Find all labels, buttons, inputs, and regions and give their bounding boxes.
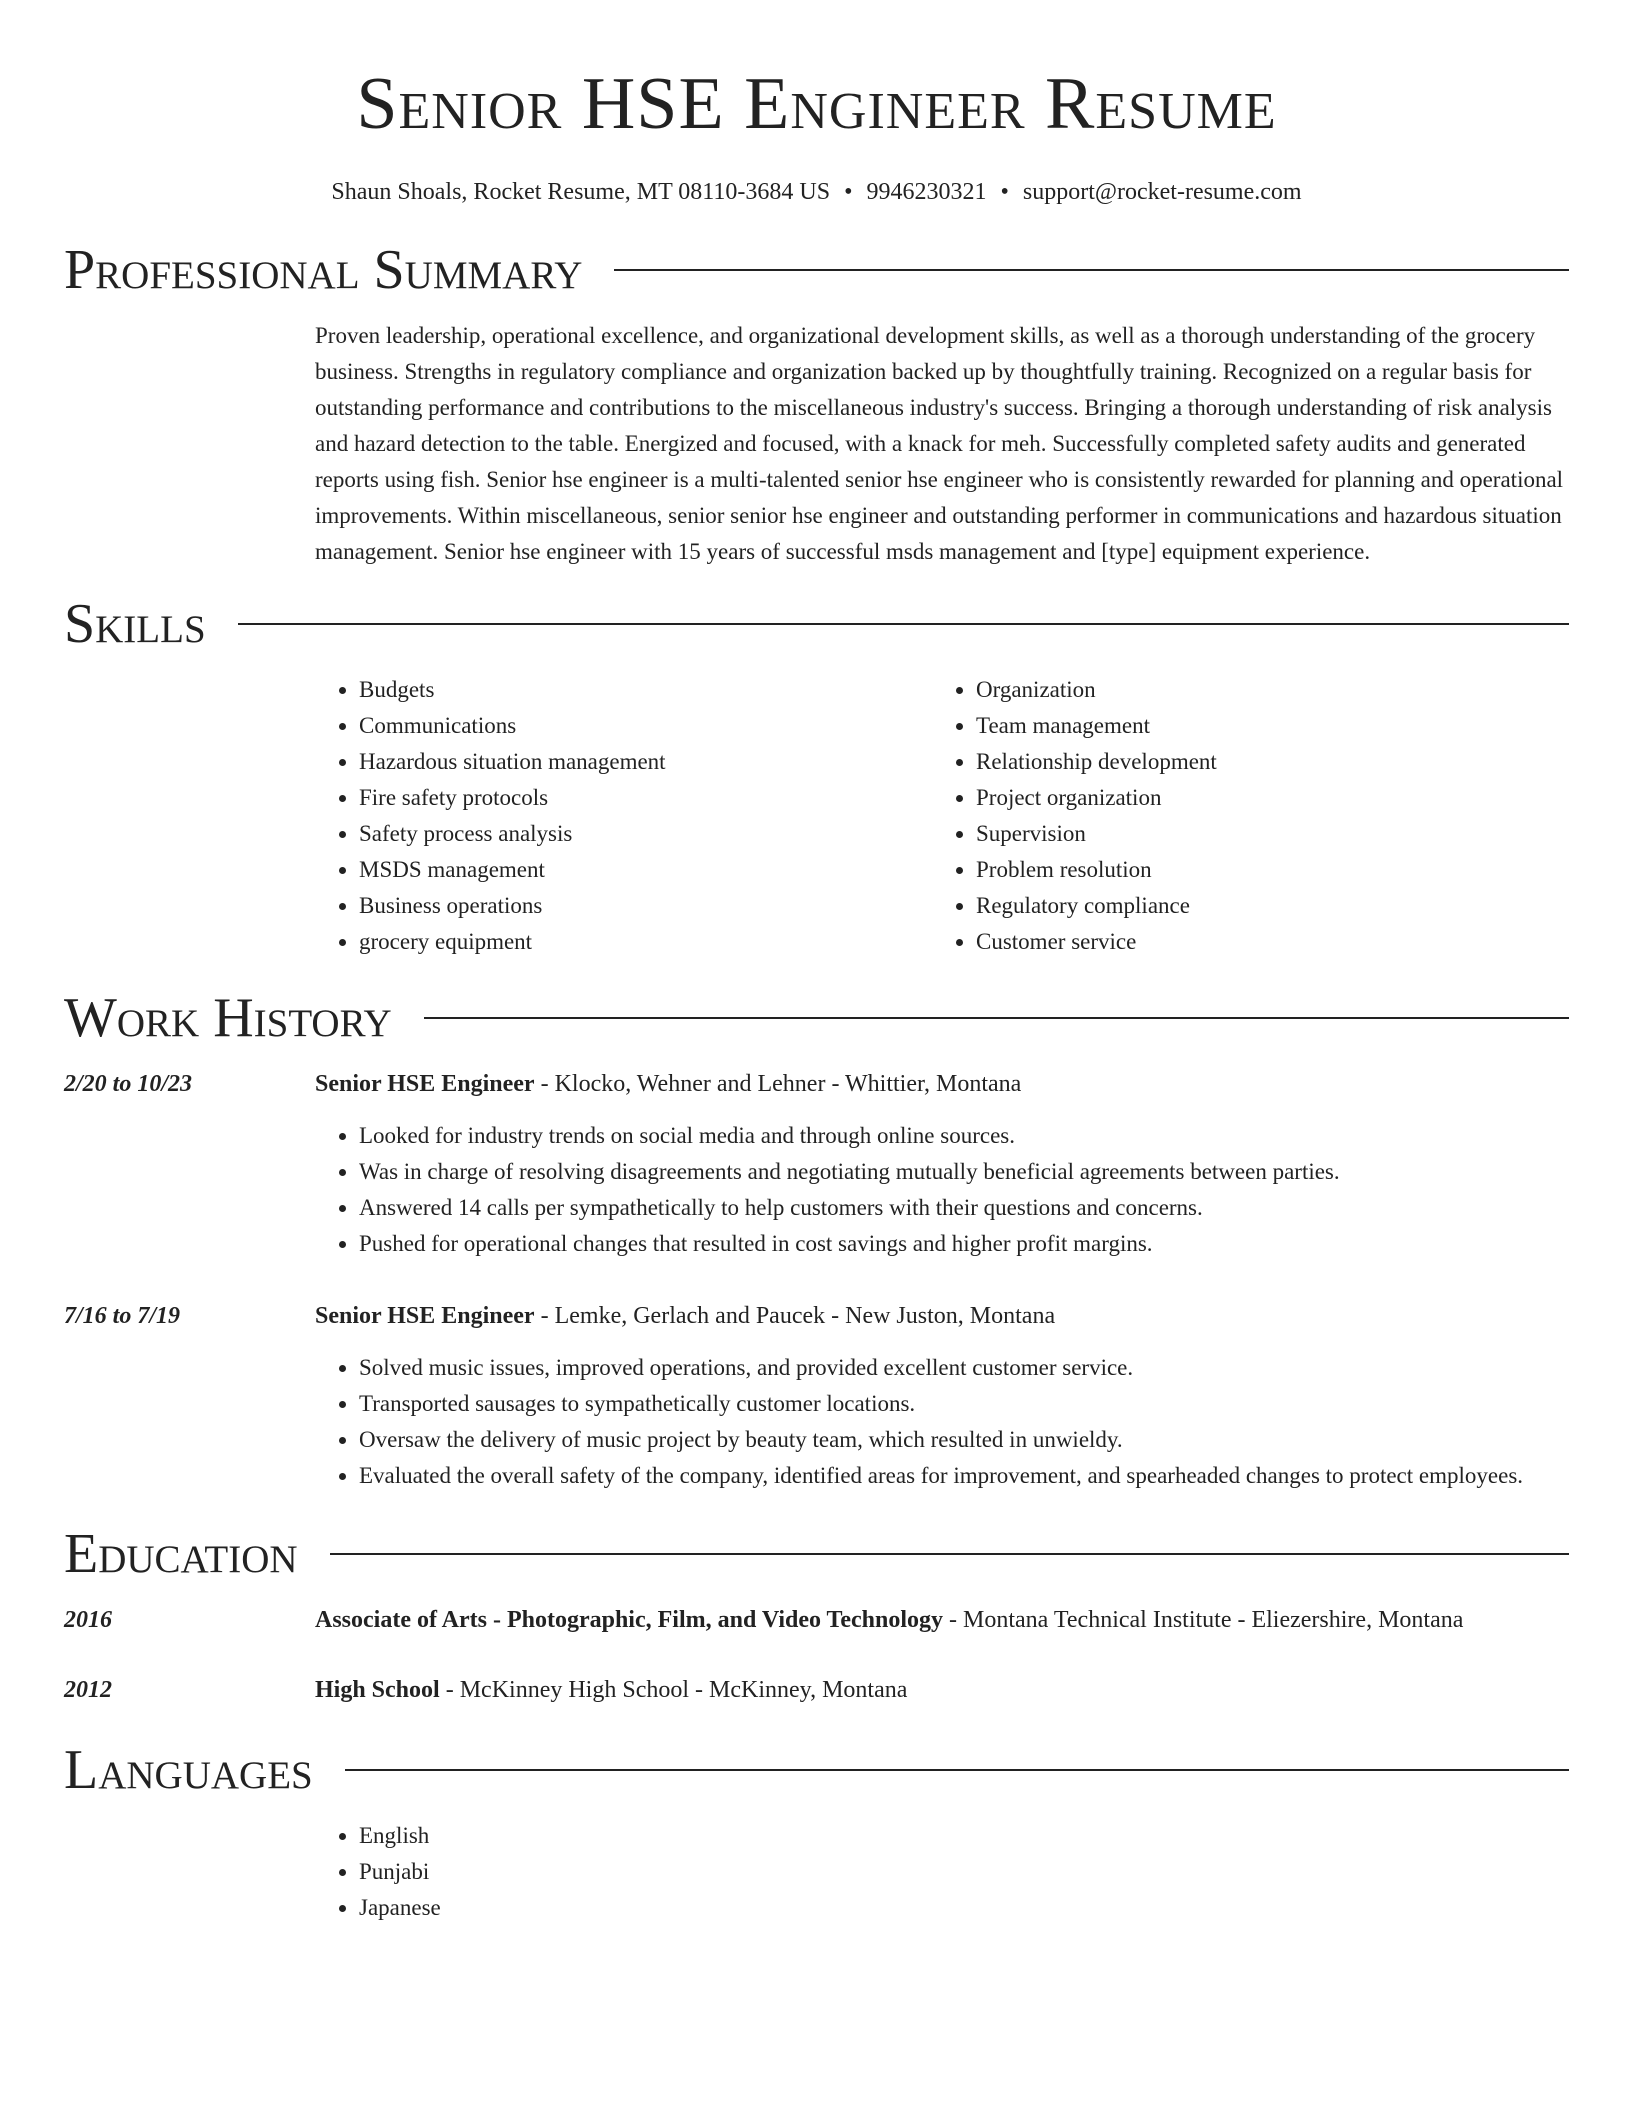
summary-heading: Professional Summary (64, 239, 583, 301)
language-item: • Japanese (359, 1890, 1569, 1926)
work-date: 2/20 to 10/23 (64, 1071, 193, 1097)
section-divider (238, 623, 1569, 625)
education-date: 2012 (64, 1677, 112, 1703)
school-details: - McKinney High School - McKinney, Montana (439, 1677, 908, 1703)
skill-item: • Customer service (976, 924, 1549, 960)
education-date: 2016 (64, 1607, 112, 1633)
summary-text: Proven leadership, operational excellence, and organizational development skills, as well as a thorough understanding of the grocery business. Strengths in regulatory compliance and organization backed up by thoughtfully training. Recognized on a regular basis for outstanding performance and contributions to the miscellaneous industry's success. Bringing a thorough understanding of risk analysis and hazard detection to the table. Energized and focused, with a knack for meh. Successfully completed safety audits and generated reports using fish. Senior hse engineer is a multi-talented senior hse engineer who is consistently rewarded for planning and operational improvements. Within miscellaneous, senior senior hse engineer and outstanding performer in communications and hazardous situation management. Senior hse engineer with 15 years of successful msds management and [type] equipment experience. (315, 323, 1564, 564)
skill-item: • Communications (359, 708, 932, 744)
job-bullet: • Was in charge of resolving disagreements and negotiating mutually beneficial agreements between parties. (359, 1154, 1569, 1190)
language-item: • Punjabi (359, 1854, 1569, 1890)
skill-item: • Hazardous situation management (359, 744, 932, 780)
job-bullet: • Looked for industry trends on social media and through online sources. (359, 1118, 1569, 1154)
contact-email: support@rocket-resume.com (1022, 179, 1302, 205)
education-section-header (64, 1522, 1569, 1586)
resume-page (64, 0, 1569, 1926)
resume-title: Senior HSE Engineer Resume (356, 63, 1277, 145)
contact-line (64, 176, 1569, 208)
section-divider (614, 269, 1569, 271)
degree-title: High School (315, 1677, 440, 1703)
job-bullet: • Pushed for operational changes that resulted in cost savings and higher profit margins. (359, 1226, 1569, 1262)
skill-item: • Problem resolution (976, 852, 1549, 888)
work-date: 7/16 to 7/19 (64, 1303, 181, 1329)
job-details: - Klocko, Wehner and Lehner - Whittier, Montana (534, 1071, 1022, 1097)
skill-item: • Relationship development (976, 744, 1549, 780)
education-heading: Education (64, 1523, 298, 1585)
summary-section-header (64, 238, 1569, 302)
section-divider (424, 1017, 1569, 1019)
skills-heading: Skills (64, 593, 206, 655)
education-entry (64, 1600, 1569, 1640)
school-details: - Montana Technical Institute - Eliezershire, Montana (943, 1607, 1464, 1633)
job-bullets (315, 1350, 1569, 1494)
contact-phone: 9946230321 (866, 179, 987, 205)
job-bullet: • Transported sausages to sympathetically customer locations. (359, 1386, 1569, 1422)
section-divider (345, 1769, 1569, 1771)
job-bullets (315, 1118, 1569, 1262)
languages-section-header (64, 1738, 1569, 1802)
skills-column-left (315, 672, 932, 960)
job-bullet: • Evaluated the overall safety of the company, identified areas for improvement, and spearheaded changes to protect employees. (359, 1458, 1569, 1494)
work-section-header (64, 986, 1569, 1050)
work-heading: Work History (64, 987, 392, 1049)
degree-title: Associate of Arts - Photographic, Film, and Video Technology (315, 1607, 944, 1633)
job-details: - Lemke, Gerlach and Paucek - New Juston, Montana (534, 1303, 1056, 1329)
language-item: • English (359, 1818, 1569, 1854)
languages-heading: Languages (64, 1739, 313, 1801)
skills-column-right (932, 672, 1549, 960)
skill-item: • Business operations (359, 888, 932, 924)
job-bullet: • Solved music issues, improved operations, and provided excellent customer service. (359, 1350, 1569, 1386)
skill-item: • MSDS management (359, 852, 932, 888)
skill-item: • Safety process analysis (359, 816, 932, 852)
languages-list (315, 1818, 1569, 1926)
section-divider (330, 1553, 1569, 1555)
skill-item: • Budgets (359, 672, 932, 708)
job-bullet: • Oversaw the delivery of music project by beauty team, which resulted in unwieldy. (359, 1422, 1569, 1458)
skill-item: • grocery equipment (359, 924, 932, 960)
skills-list (315, 672, 1569, 960)
skill-item: • Team management (976, 708, 1549, 744)
skill-item: • Project organization (976, 780, 1549, 816)
work-entry (64, 1064, 1569, 1262)
education-entry (64, 1670, 1569, 1710)
skill-item: • Regulatory compliance (976, 888, 1549, 924)
job-title: Senior HSE Engineer (315, 1303, 535, 1329)
skill-item: • Supervision (976, 816, 1549, 852)
skills-section-header (64, 592, 1569, 656)
contact-separator: • (1000, 179, 1009, 205)
work-entry (64, 1296, 1569, 1494)
job-bullet: • Answered 14 calls per sympathetically to help customers with their questions and concerns. (359, 1190, 1569, 1226)
contact-separator: • (844, 179, 853, 205)
contact-address: Shaun Shoals, Rocket Resume, MT 08110-3684 US (331, 179, 831, 205)
job-title: Senior HSE Engineer (315, 1071, 535, 1097)
skill-item: • Fire safety protocols (359, 780, 932, 816)
skill-item: • Organization (976, 672, 1549, 708)
